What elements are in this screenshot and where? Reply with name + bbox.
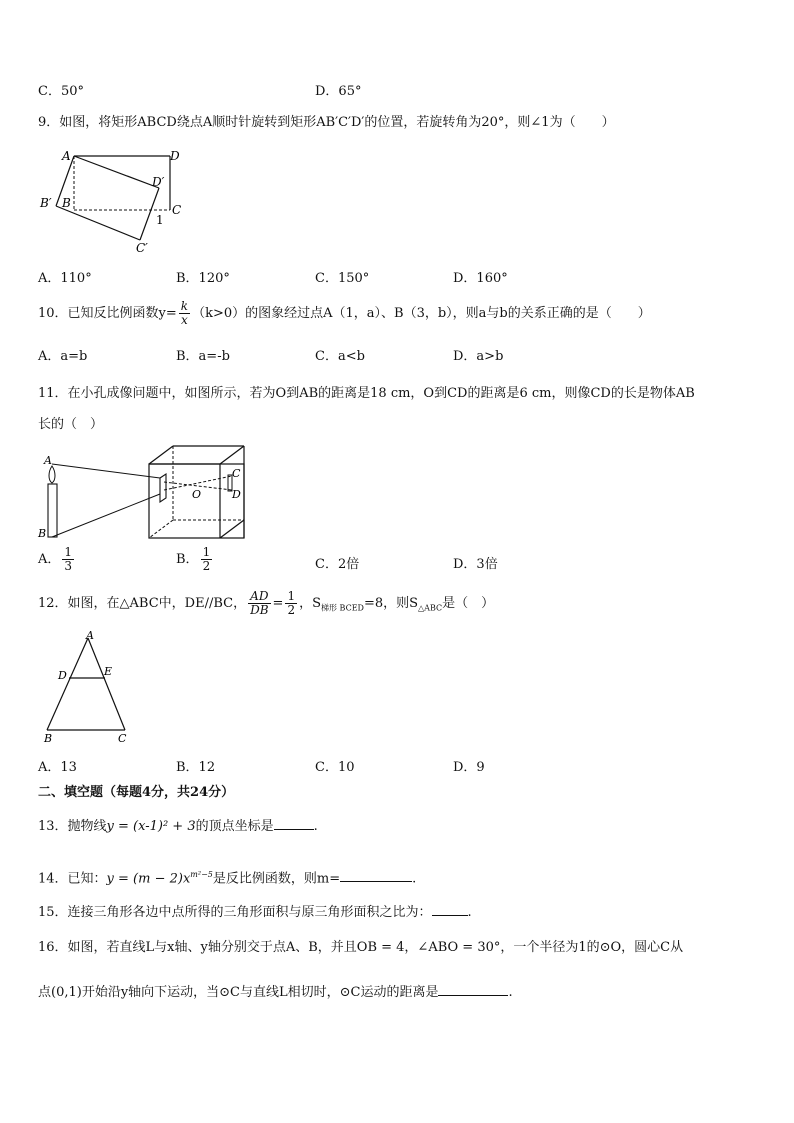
q11-label-c: C — [232, 467, 241, 480]
q12-stem: 12．如图，在△ABC中，DE//BC， $\frac{AD}{DB}$ = $\frac{1}{2}$ ，$S_{梯形 BCED}=8$，则$S_{\triangle ABC}$是（ ） — [38, 589, 495, 617]
q10-stem: 10．已知反比例函数y= $\frac{k}{x}$ （k>0）的图象经过点A（1，a）、B（3，b），则a与b的关系正确的是（ ） — [38, 299, 651, 327]
q10-option-a: A．a=b — [38, 349, 88, 364]
q11-option-b: B． $\frac{1}{2}$ — [176, 545, 211, 573]
q16-stem-line2: 点(0,1)开始沿y轴向下运动，当⊙C与直线L相切时，⊙C运动的距离是 . — [38, 985, 513, 1000]
q11-option-c: C．2倍 — [315, 557, 360, 572]
q9-label-cp: C′ — [136, 241, 148, 255]
q15-answer-blank — [432, 903, 468, 916]
q11-figure — [36, 442, 250, 542]
q9-label-dp: D′ — [152, 175, 165, 189]
q12-label-d: D — [58, 669, 67, 682]
q10-option-c: C．a<b — [315, 349, 365, 364]
q11-option-a: A． $\frac{1}{3}$ — [38, 545, 73, 573]
q15-stem: 15．连接三角形各边中点所得的三角形面积与原三角形面积之比为： . — [38, 905, 472, 920]
q12-label-c: C — [118, 732, 127, 745]
q9-option-c: C．150° — [315, 271, 370, 286]
q12-label-a: A — [86, 630, 94, 642]
q9-label-b: B — [62, 196, 71, 210]
q9-label-a: A — [62, 149, 71, 163]
q9-label-d: D — [170, 149, 180, 163]
q9-label-bp: B′ — [40, 196, 52, 210]
q10-fraction: $\frac{k}{x}$ — [180, 299, 189, 327]
q8-option-c: C．50° — [38, 84, 84, 99]
q9-figure — [36, 144, 196, 256]
q12-option-d: D．9 — [453, 760, 485, 775]
q13-answer-blank — [274, 817, 314, 830]
q11-label-a: A — [44, 454, 52, 467]
q12-option-b: B．12 — [176, 760, 216, 775]
q11-label-o: O — [192, 488, 202, 501]
q12-label-b: B — [44, 732, 53, 745]
q11-stem-line2: 长的（ ） — [38, 417, 104, 432]
q12-figure — [38, 630, 138, 745]
q11-label-d: D — [232, 488, 241, 501]
q8-option-d: D．65° — [315, 84, 362, 99]
q11-label-b: B — [38, 527, 47, 540]
q16-answer-blank — [438, 983, 508, 996]
q9-label-c: C — [172, 203, 182, 217]
q9-label-1: 1 — [156, 213, 164, 227]
q14-answer-blank — [340, 869, 412, 882]
q11-option-d: D．3倍 — [453, 557, 498, 572]
q9-option-b: B．120° — [176, 271, 230, 286]
q10-option-d: D．a>b — [453, 349, 504, 364]
section-2-heading: 二、填空题（每题4分，共24分） — [38, 785, 235, 800]
q9-option-d: D．160° — [453, 271, 508, 286]
q11-stem-line1: 11．在小孔成像问题中，如图所示，若为O到AB的距离是18 cm，O到CD的距离是6 cm，则像CD的长是物体AB — [38, 386, 695, 401]
q14-stem: 14．已知：$y = (m - 2)x^{m^2-5}$是反比例函数，则m= . — [38, 870, 417, 887]
q12-option-a: A．13 — [38, 760, 77, 775]
q16-stem-line1: 16．如图，若直线L与x轴、y轴分别交于点A、B，并且OB = 4，∠ABO = 30°，一个半径为1的⊙O，圆心C从 — [38, 940, 684, 955]
q10-option-b: B．a=-b — [176, 349, 230, 364]
q12-option-c: C．10 — [315, 760, 355, 775]
q13-stem: 13．抛物线y = (x-1)² + 3的顶点坐标是 . — [38, 819, 318, 834]
q9-option-a: A．110° — [38, 271, 92, 286]
q12-label-e: E — [104, 665, 113, 678]
q9-stem: 9．如图，将矩形ABCD绕点A顺时针旋转到矩形AB′C′D′的位置，若旋转角为20°，则∠1为（ ） — [38, 115, 615, 130]
